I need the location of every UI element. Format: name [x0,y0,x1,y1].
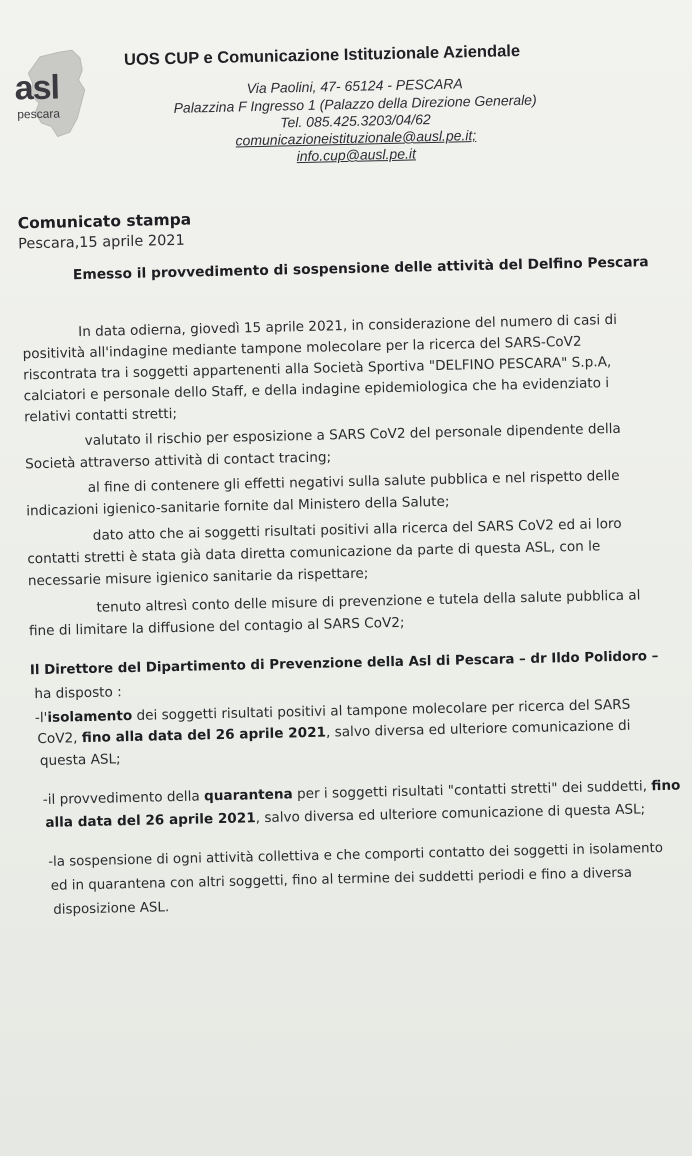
cup-email-link[interactable]: info.cup@ausl.pe.it [296,145,417,165]
paragraph-5-line: tenuto altresì conto delle misure di prevenzione e tutela della salute pubblica al [96,587,641,616]
paragraph-1-line: relativi contatti stretti; [23,405,178,426]
measure-quarantine-line: alla data del 26 aprile 2021, salvo diversa ed ulteriore comunicazione di questa ASL; [45,801,646,831]
ordered-label: ha disposto : [34,684,122,703]
document-type: Comunicato stampa [17,210,192,233]
paragraph-1-line: positività all'indagine mediante tampone molecolare per la ricerca del SARS-CoV2 [22,333,582,363]
measure-isolation-line: questa ASL; [39,751,121,770]
document-headline: Emesso il provvedimento di sospensione delle attività del Delfino Pescara [72,254,649,284]
logo-city: pescara [17,106,61,122]
paragraph-4-line: necessarie misure igienico sanitarie da rispettare; [27,565,369,590]
paragraph-1-line: calciatori e personale dello Staff, e della indagine epidemiologica che ha evidenziato i [23,375,610,405]
director-statement: Il Direttore del Dipartimento di Prevenzione della Asl di Pescara – dr Ildo Polidoro – [29,649,659,679]
measure-quarantine-line: -il provvedimento della quarantena per i soggetti risultati "contatti stretti" dei suddetti, fino [42,777,681,809]
paragraph-4-line: contatti stretti è stata già data diretta comunicazione da parte di questa ASL, con le [27,538,601,568]
paragraph-3-line: al fine di contenere gli effetti negativi sulla salute pubblica e nel rispetto delle [87,467,620,496]
office-address: Via Paolini, 47- 65124 - PESCARA [246,75,463,97]
office-phone: Tel. 085.425.3203/04/62 [280,111,431,131]
office-email-link[interactable]: comunicazioneistituzionale@ausl.pe.it; [235,127,477,149]
office-building: Palazzina F Ingresso 1 (Palazzo della Direzione Generale) [173,91,537,116]
paragraph-2-line: valutato il rischio per esposizione a SARS CoV2 del personale dipendente della [84,420,621,449]
logo-text: asl [14,68,60,108]
measure-suspension-line: disposizione ASL. [53,900,170,918]
paragraph-5-line: fine di limitare la diffusione del contagio al SARS CoV2; [28,614,405,640]
paragraph-1-line: In data odierna, giovedì 15 aprile 2021, in considerazione del numero di casi di [78,311,618,341]
office-title: UOS CUP e Comunicazione Istituzionale Aziendale [123,42,521,69]
measure-suspension-line: -la sospensione di ogni attività collettiva e che comporti contatto dei soggetti in isolamento [48,840,664,870]
asl-logo [10,45,112,142]
paragraph-2-line: Società attraverso attività di contact tracing; [25,449,332,473]
measure-isolation-line: CoV2, fino alla data del 26 aprile 2021, salvo diversa ed ulteriore comunicazione di [37,717,631,748]
document-date: Pescara,15 aprile 2021 [18,232,185,253]
measure-isolation-line: -l'isolamento dei soggetti risultati positivi al tampone molecolare per ricerca del SARS [34,696,631,727]
paragraph-3-line: indicazioni igienico-sanitarie fornite dal Ministero della Salute; [26,493,450,520]
paragraph-4-line: dato atto che ai soggetti risultati positivi alla ricerca del SARS CoV2 ed ai loro [92,515,622,544]
measure-suspension-line: ed in quarantena con altri soggetti, fino al termine dei suddetti periodi e fino a diversa [50,865,633,894]
paragraph-1-line: riscontrata tra i soggetti appartenenti alla Società Sportiva "DELFINO PESCARA" S.p.A, [23,354,612,384]
